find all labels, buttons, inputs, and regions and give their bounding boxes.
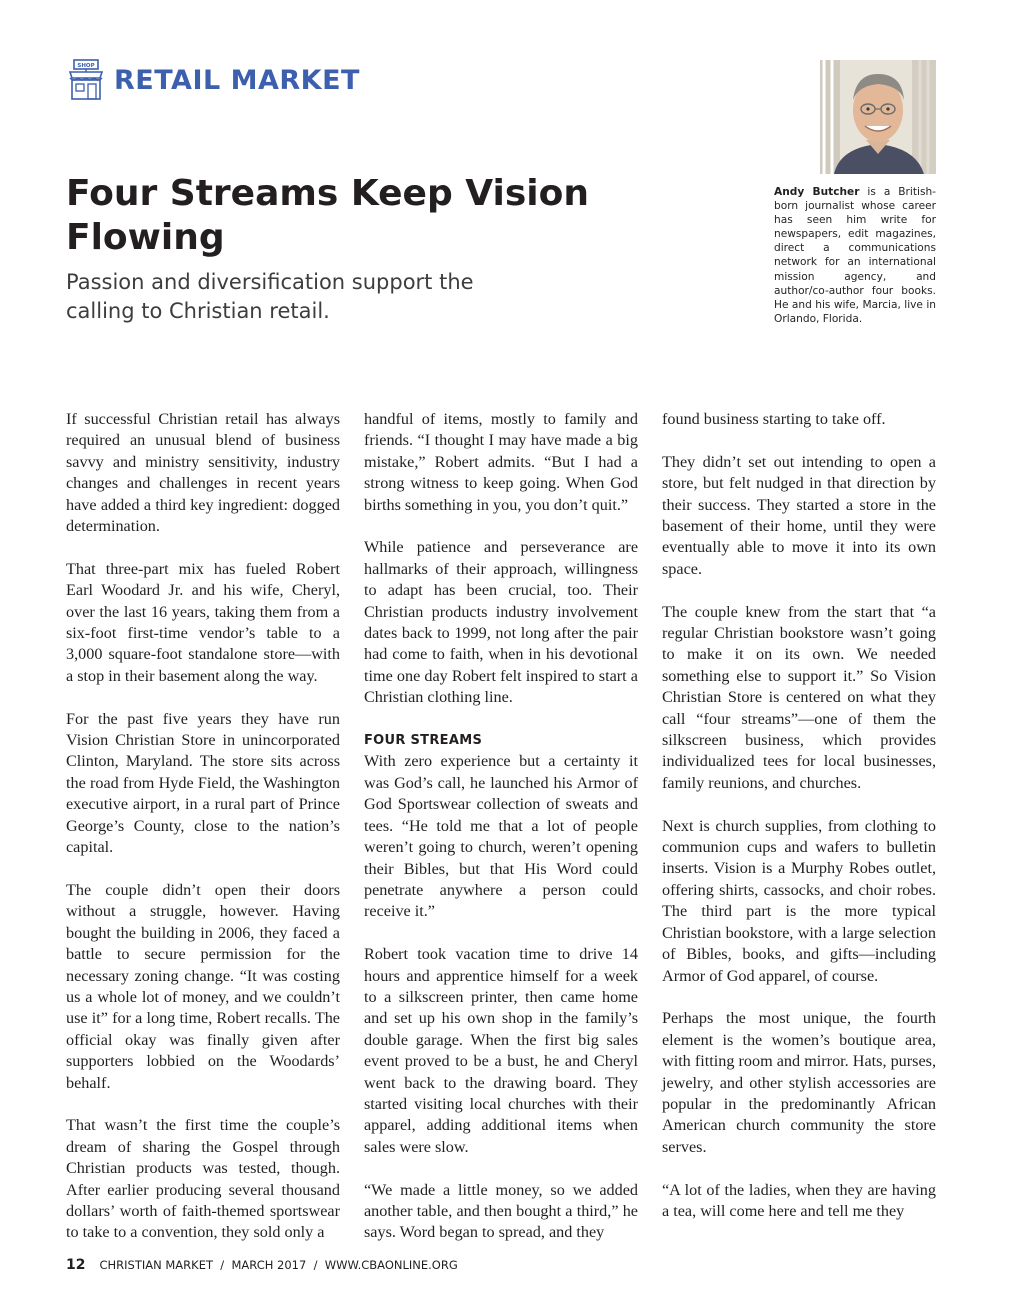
author-photo	[820, 60, 936, 174]
author-name: Andy Butcher	[774, 186, 860, 198]
article-column-2	[364, 409, 638, 1244]
paragraph: That wasn’t the first time the couple’s dream of sharing the Gospel through Christian products was tested, though. After earlier producing several thousand dollars’ worth of faith-themed sportswear to take to a convention, they sold only a	[66, 1116, 340, 1242]
article-dek: Passion and diversification support the calling to Christian retail.	[66, 270, 474, 323]
paragraph: That three-part mix has fueled Robert Earl Woodard Jr. and his wife, Cheryl, over the last 16 years, taking them from a six-foot first-time vendor’s table to a 3,000 square-foot standalone store—with a stop in their basement along the way.	[66, 559, 340, 685]
paragraph: They didn’t set out intending to open a store, but felt nudged in that direction by their success. They started a store in the basement of their home, until they were eventually able to move it into its own space.	[662, 452, 936, 578]
paragraph: handful of items, mostly to family and friends. “I thought I may have made a big mistake,” Robert admits. “But I had a strong witness to keep going. When God births something in you, you don’t quit.”	[364, 410, 638, 514]
paragraph: found business starting to take off.	[662, 410, 886, 428]
section-label-market: MARKET	[230, 64, 360, 96]
article-column-1	[66, 409, 340, 1244]
paragraph: The couple knew from the start that “a regular Christian bookstore wasn’t going to make it on its own. We needed something else to support it.” So Vision Christian Store is centered on what they call “four streams”—one of them the silkscreen business, which provides individualized tees for local businesses, family reunions, and churches.	[662, 602, 936, 792]
shop-icon	[68, 59, 104, 101]
paragraph: “We made a little money, so we added another table, and then bought a third,” he says. Word began to spread, and they	[364, 1180, 638, 1242]
paragraph: For the past five years they have run Vision Christian Store in unincorporated Clinton, Maryland. The store sits across the road from Hyde Field, the Washington executive airport, in a rural part of Prince George’s County, close to the nation’s capital.	[66, 709, 340, 857]
page-number: 12	[66, 1257, 86, 1273]
article-column-3	[662, 409, 936, 1222]
paragraph: Robert took vacation time to drive 14 hours and apprentice himself for a week to a silkscreen printer, then came home and set up his own shop in the family’s double garage. When the first big sales event proved to be a bust, he and Cheryl went back to the drawing board. They started visiting local churches with their apparel, adding additional items when sales were slow.	[364, 945, 638, 1156]
paragraph: Next is church supplies, from clothing to communion cups and wafers to bulletin inserts. Vision is a Murphy Robes outlet, offering shirts, cassocks, and choir robes. The third part is the more typical Christian bookstore, with a large selection of Bibles, books, and gifts—including Armor of God apparel, of course.	[662, 816, 936, 985]
section-header	[68, 58, 360, 102]
article-title: Four Streams Keep Vision Flowing	[66, 173, 589, 258]
author-bio-text: is a British-born journalist whose career has seen him write for newspapers, edit magazines, direct a communications network for an international mission agency, and author/co-author four books. He and his wife, Marcia, live in Orlando, Florida.	[774, 186, 936, 325]
paragraph: The couple didn’t open their doors without a struggle, however. Having bought the building in 2006, they faced a battle to secure permission for the necessary zoning change. “It was costing us a whole lot of money, and we couldn’t use it” for a long time, Robert recalls. The official okay was finally given after supporters lobbied on the Woodards’ behalf.	[66, 880, 340, 1092]
author-bio	[774, 185, 936, 326]
footer-text: CHRISTIAN MARKET / MARCH 2017 / WWW.CBAONLINE.ORG	[99, 1258, 458, 1272]
section-label-retail: RETAIL	[114, 64, 231, 96]
svg-text:SHOP: SHOP	[77, 63, 95, 69]
paragraph: While patience and perseverance are hallmarks of their approach, willingness to adapt has been crucial, too. Their Christian products industry involvement dates back to 1999, not long after the pair had come to faith, when in his devotional time one day Robert felt inspired to start a Christian clothing line.	[364, 538, 638, 707]
paragraph: “A lot of the ladies, when they are having a tea, will come here and tell me they	[662, 1180, 936, 1220]
paragraph: If successful Christian retail has always required an unusual blend of business savvy and ministry sensitivity, industry changes and challenges in recent years have added a third key ingredient: dogged determination.	[66, 410, 340, 536]
page-footer	[66, 1257, 458, 1277]
section-label	[114, 65, 360, 96]
subhead: FOUR STREAMS	[364, 733, 483, 749]
paragraph: Perhaps the most unique, the fourth element is the women’s boutique area, with fitting room and mirror. Hats, purses, jewelry, and other stylish accessories are popular in the predominantly African American church community the store serves.	[662, 1009, 936, 1156]
paragraph: With zero experience but a certainty it was God’s call, he launched his Armor of God Sportswear collection of sweats and tees. “He told me that a lot of people weren’t going to church, weren’t opening their Bibles, but that His Word could penetrate anywhere a person could receive it.”	[364, 752, 638, 921]
